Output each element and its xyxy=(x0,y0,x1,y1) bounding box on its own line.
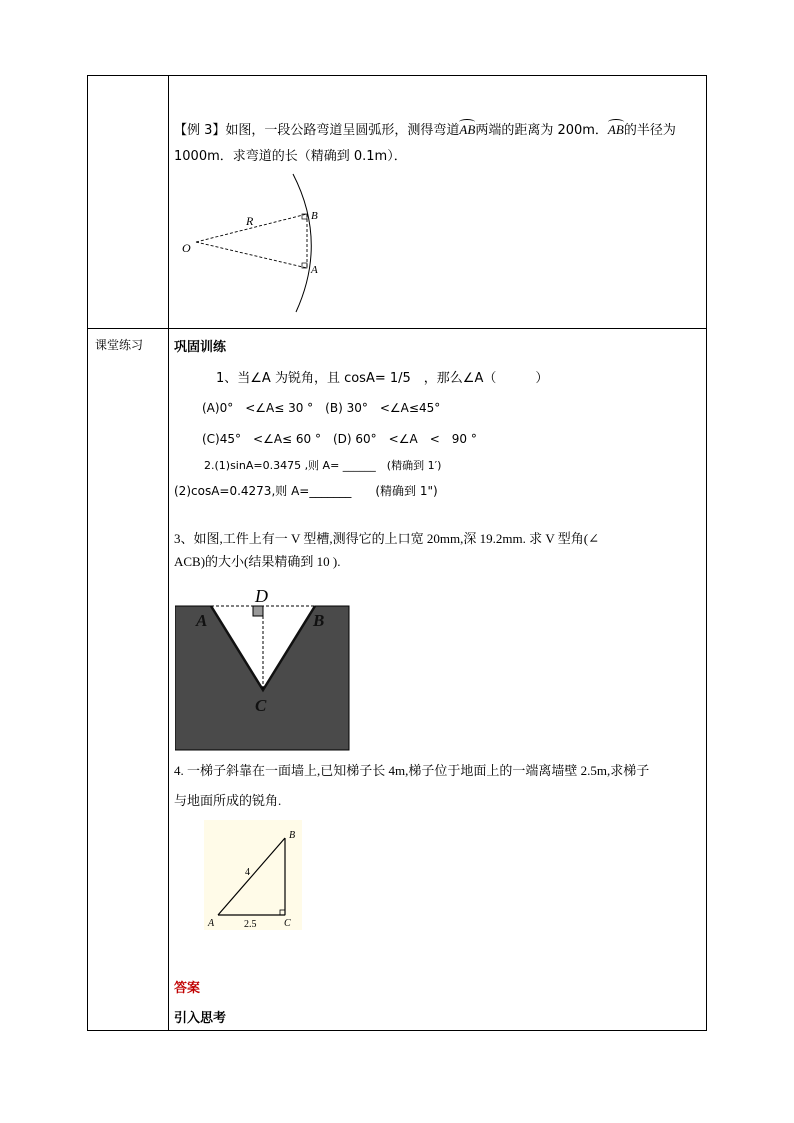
question-3-line1: 3、如图,工件上有一 V 型槽,测得它的上口宽 20mm,深 19.2mm. 求 V 型角(∠ xyxy=(174,531,599,546)
question-1: 1、当∠A 为锐角，且 cosA= 1/5 ，那么∠A（ ） xyxy=(216,371,549,386)
label-a: A xyxy=(311,264,318,276)
label-r: R xyxy=(246,214,254,228)
example3-line2: 1000m．求弯道的长（精确到 0.1m）． xyxy=(174,149,407,164)
label-b: B xyxy=(289,830,296,841)
question-2-part-1: 2.(1)sinA=0.3475 ,则 A= ______ (精确到 1′) xyxy=(204,459,442,472)
label-b: B xyxy=(313,611,325,630)
v-groove-diagram xyxy=(175,580,351,752)
example3-text-b: 两端的距离为 200m． xyxy=(475,123,608,138)
label-d: D xyxy=(255,586,268,606)
example3-text-a: 如图，一段公路弯道呈圆弧形，测得弯道 xyxy=(225,123,460,138)
example3-line1 xyxy=(174,119,676,138)
question-1-options-cd: (C)45° <∠A≤ 60 ° (D) 60° <∠A < 90 ° xyxy=(202,432,477,446)
practice-heading: 巩固训练 xyxy=(174,340,227,355)
question-2-part-2: (2)cosA=0.4273,则 A=_______ (精确到 1") xyxy=(174,484,438,498)
label-c: C xyxy=(255,696,267,715)
answer-heading: 答案 xyxy=(174,981,201,996)
label-o: O xyxy=(182,241,191,255)
road-arc xyxy=(293,174,311,312)
arc-ab-label-2: AB xyxy=(607,122,624,137)
arc-diagram xyxy=(178,172,318,314)
example3-text-c: 的半径为 xyxy=(623,123,676,138)
label-hypotenuse: 4 xyxy=(245,867,250,878)
row-divider xyxy=(88,328,706,329)
question-4-line1: 4. 一梯子斜靠在一面墙上,已知梯子长 4m,梯子位于地面上的一端离墙壁 2.5m,求梯子 xyxy=(174,763,650,778)
column-divider xyxy=(168,76,169,1030)
question-4-line2: 与地面所成的锐角. xyxy=(174,793,282,808)
left-column-label: 课堂练习 xyxy=(95,338,144,352)
label-a: A xyxy=(208,918,215,929)
example3-tag: 【例 3】 xyxy=(174,123,226,138)
radius-oa xyxy=(196,242,307,268)
right-angle-d xyxy=(253,606,263,616)
label-a: A xyxy=(196,611,208,630)
label-b: B xyxy=(311,210,318,222)
ladder-triangle-diagram xyxy=(204,820,302,930)
question-1-options-ab: (A)0° <∠A≤ 30 ° (B) 30° <∠A≤45° xyxy=(202,401,441,415)
question-3-line2: ACB)的大小(结果精确到 10 ). xyxy=(174,554,341,569)
lesson-table xyxy=(87,75,707,1031)
label-c: C xyxy=(284,918,291,929)
intro-heading: 引入思考 xyxy=(174,1011,227,1026)
arc-ab-label-1: AB xyxy=(459,122,476,137)
label-base: 2.5 xyxy=(244,919,257,930)
